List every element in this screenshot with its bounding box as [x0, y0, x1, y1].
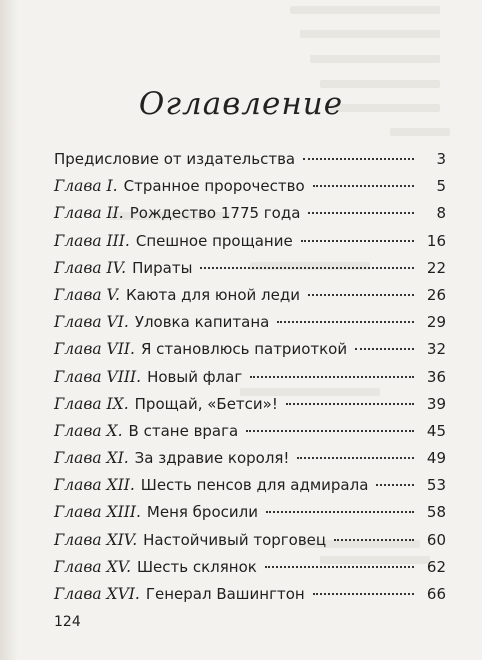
table-of-contents [54, 146, 446, 608]
chapter-page-number: 32 [426, 340, 446, 359]
chapter-label: Глава XVI. [54, 585, 140, 603]
dot-leader [308, 294, 414, 296]
chapter-title: В стане врага [128, 421, 239, 440]
toc-entry [54, 527, 446, 554]
chapter-label: Глава XI. [54, 449, 129, 468]
chapter-page-number: 60 [426, 530, 446, 549]
chapter-title: Странное пророчество [123, 177, 305, 196]
chapter-page-number: 29 [426, 313, 446, 332]
chapter-page-number: 49 [426, 449, 446, 468]
dot-leader [277, 321, 414, 323]
chapter-title: Меня бросили [146, 503, 258, 522]
toc-entry [54, 554, 446, 581]
chapter-title: Каюта для юной леди [125, 285, 300, 304]
chapter-label: Глава V. [54, 285, 120, 304]
chapter-page-number: 16 [426, 231, 446, 250]
page-number-footer: 124 [54, 614, 81, 630]
chapter-title: Настойчивый торговец [143, 530, 327, 549]
dot-leader [301, 240, 414, 242]
chapter-title: Шесть пенсов для адмирала [140, 476, 369, 495]
toc-entry [54, 282, 446, 309]
toc-entry [54, 445, 446, 472]
chapter-label: Глава X. [54, 421, 123, 440]
chapter-label: Глава II. [54, 204, 124, 223]
chapter-page-number: 58 [426, 503, 446, 522]
toc-entry [54, 200, 446, 227]
chapter-page-number: 5 [436, 177, 446, 196]
dot-leader [313, 185, 414, 187]
chapter-label: Глава I. [54, 177, 118, 196]
toc-entry [54, 418, 446, 445]
dot-leader [308, 212, 414, 214]
chapter-title: За здравие короля! [134, 449, 290, 468]
dot-leader [334, 539, 414, 541]
chapter-page-number: 62 [426, 557, 446, 576]
chapter-page-number: 26 [426, 285, 446, 304]
dot-leader [200, 267, 414, 269]
chapter-page-number: 45 [426, 421, 446, 440]
dot-leader [313, 593, 414, 595]
chapter-title: Уловка капитана [134, 313, 270, 332]
chapter-label: Глава XIV. [54, 530, 138, 549]
chapter-page-number: 8 [436, 204, 446, 223]
chapter-title: Я становлюсь патриоткой [140, 340, 348, 359]
chapter-label: Глава VI. [54, 313, 129, 332]
chapter-label: Глава IX. [54, 394, 129, 413]
toc-entry [54, 364, 446, 391]
dot-leader [250, 376, 414, 378]
chapter-label: Глава XII. [54, 476, 135, 495]
toc-entry [54, 472, 446, 499]
chapter-title: Прощай, «Бетси»! [134, 394, 278, 413]
chapter-title: Пираты [132, 258, 193, 277]
dot-leader [355, 348, 414, 350]
chapter-page-number: 3 [436, 150, 446, 168]
chapter-title: Рождество 1775 года [129, 204, 301, 223]
chapter-page-number: 22 [426, 258, 446, 277]
chapter-page-number: 39 [426, 394, 446, 413]
chapter-label: Глава VII. [54, 340, 135, 359]
dot-leader [286, 403, 414, 405]
toc-entry [54, 499, 446, 526]
toc-entry [54, 255, 446, 282]
chapter-page-number: 53 [426, 476, 446, 495]
toc-entry [54, 173, 446, 200]
chapter-label: Глава XV. [54, 557, 132, 576]
chapter-title: Спешное прощание [135, 231, 293, 250]
toc-entry [54, 146, 446, 173]
dot-leader [303, 158, 414, 160]
toc-entry [54, 391, 446, 418]
chapter-page-number: 36 [426, 367, 446, 386]
chapter-page-number: 66 [426, 585, 446, 603]
toc-entry [54, 228, 446, 255]
dot-leader [265, 566, 414, 568]
toc-entry [54, 581, 446, 608]
chapter-label: Глава III. [54, 231, 130, 250]
toc-entry [54, 336, 446, 363]
chapter-title: Шесть склянок [137, 557, 257, 576]
chapter-label: Глава XIII. [54, 503, 141, 522]
dot-leader [266, 511, 414, 513]
toc-entry [54, 309, 446, 336]
chapter-label: Глава VIII. [54, 367, 142, 386]
page-title: Оглавление [138, 86, 344, 122]
chapter-label: Глава IV. [54, 258, 127, 277]
chapter-title: Новый флаг [147, 367, 243, 386]
dot-leader [297, 457, 414, 459]
dot-leader [376, 484, 414, 486]
dot-leader [246, 430, 414, 432]
chapter-title: Предисловие от издательства [54, 150, 296, 168]
chapter-title: Генерал Вашингтон [145, 585, 305, 603]
